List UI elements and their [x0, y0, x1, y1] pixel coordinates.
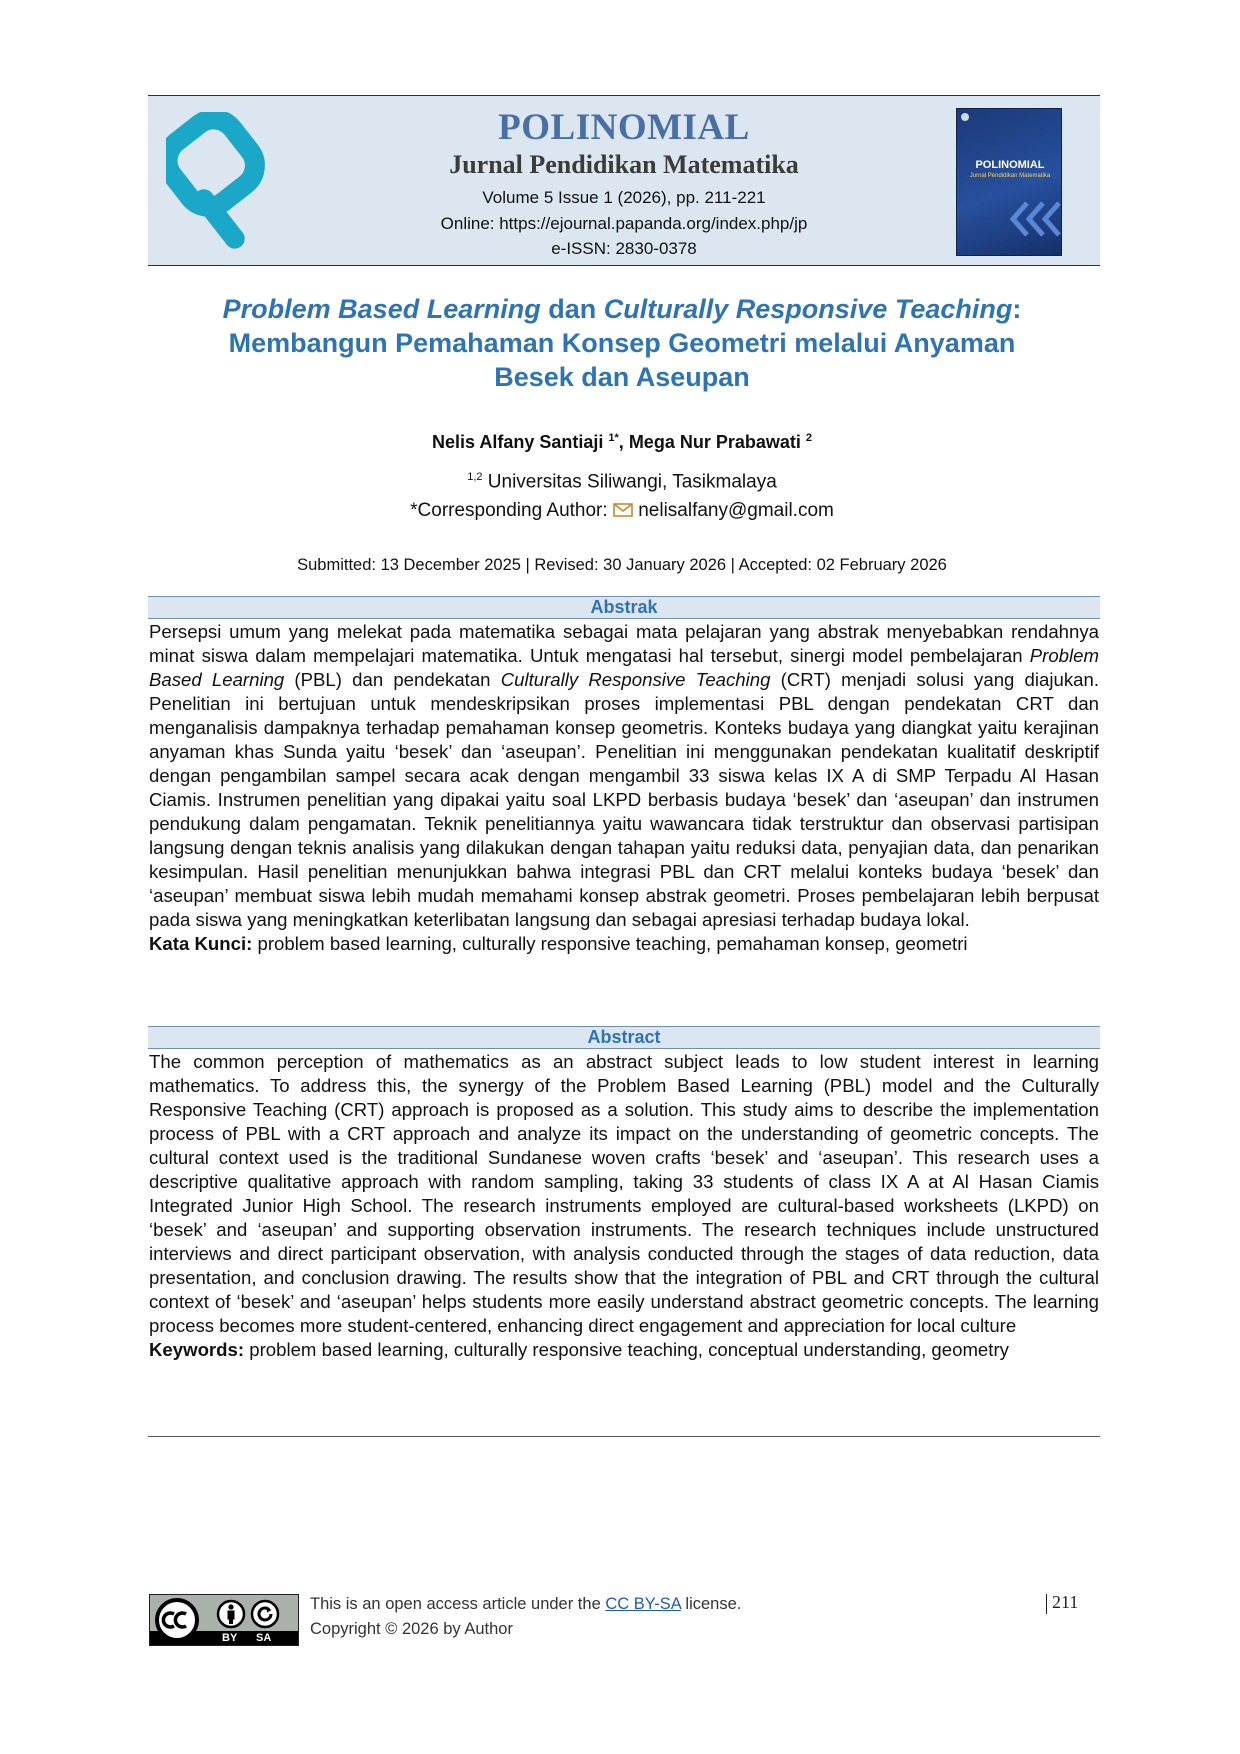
author-2: Mega Nur Prabawati [628, 432, 801, 452]
title-colon: : [1012, 294, 1022, 324]
license-suffix: license. [680, 1595, 742, 1613]
authors [150, 432, 1094, 453]
cover-emblem-icon [961, 113, 969, 121]
abstrak-body [149, 620, 1099, 956]
title-italic-crt: Culturally Responsive Teaching [603, 294, 1013, 324]
corresponding-label: *Corresponding Author: [410, 500, 608, 521]
abstrak-text-2: (PBL) dan pendekatan [284, 669, 501, 690]
email-link[interactable]: nelisalfany@gmail.com [638, 500, 834, 521]
abstract-body [149, 1050, 1099, 1362]
journal-cover-image [956, 108, 1062, 256]
journal-subtitle: Jurnal Pendidikan Matematika [449, 150, 799, 179]
article-title [150, 292, 1094, 394]
abstrak-keywords-label: Kata Kunci: [149, 933, 253, 954]
author-2-sup: 2 [805, 432, 812, 444]
volume-info: Volume 5 Issue 1 (2026), pp. 211-221 [482, 188, 766, 207]
envelope-icon [613, 503, 633, 517]
cc-sa-label: SA [256, 1632, 272, 1644]
cover-chevron-icon [1007, 199, 1062, 239]
page-number-divider [1046, 1594, 1047, 1614]
title-line-2: Membangun Pemahaman Konsep Geometri melalui Anyaman [228, 328, 1016, 358]
submission-dates: Submitted: 13 December 2025 | Revised: 30 January 2026 | Accepted: 02 February 2026 [297, 556, 947, 574]
abstrak-italic-pbl: Problem Based Learning [149, 645, 1099, 690]
license-notice [310, 1592, 741, 1642]
journal-title: POLINOMIAL [498, 107, 750, 148]
abstrak-text-3: (CRT) menjadi solusi yang diajukan. Penelitian ini bertujuan untuk mendeskripsikan proses implementasi PBL dengan pendekatan CRT dan menganalisis dampaknya terhadap pemahaman konsep geometris. Konteks budaya yang diangkat yaitu kerajinan anyaman khas Sunda yaitu ‘besek’ dan ‘aseupan’. Penelitian ini menggunakan pendekatan kualitatif deskriptif dengan pengambilan sampel secara acak dengan mengambil 33 siswa kelas IX A di SMP Terpadu Al Hasan Ciamis. Instrumen penelitian yang dipakai yaitu soal LKPD berbasis budaya ‘besek’ dan ‘aseupan’ dan instrumen pendukung dalam pengamatan. Teknik penelitiannya yaitu wawancara tidak terstruktur dan observasi partisipan langsung dengan teknis analisis yang dilakukan dengan tahapan yaitu reduksi data, penyajian data, dan penarikan kesimpulan. Hasil penelitian menunjukkan bahwa integrasi PBL dan CRT melalui konteks budaya ‘besek’ dan ‘aseupan’ membuat siswa lebih mudah memahami konsep abstrak geometri. Proses pembelajaran lebih berpusat pada siswa yang meningkatkan keterlibatan langsung dan sebagai apresiasi terhadap budaya lokal. [149, 669, 1099, 930]
affiliation-sup: 1,2 [467, 471, 483, 483]
abstrak-text-1: Persepsi umum yang melekat pada matematika sebagai mata pelajaran yang abstrak menyebabkan rendahnya minat siswa dalam mempelajari matematika. Untuk mengatasi hal tersebut, sinergi model pembelajaran [149, 621, 1099, 666]
journal-header [148, 95, 1100, 266]
cc-icon [154, 1597, 200, 1643]
cc-by-label: BY [222, 1632, 238, 1644]
license-link[interactable]: CC BY-SA [605, 1595, 681, 1613]
title-line-3: Besek dan Aseupan [494, 362, 750, 392]
cover-subtitle: Jurnal Pendidikan Matematika [969, 173, 1051, 179]
title-connector: dan [540, 294, 604, 324]
affiliation-text: Universitas Siliwangi, Tasikmalaya [487, 471, 777, 493]
online-url[interactable]: Online: https://ejournal.papanda.org/index.php/jp [440, 214, 808, 233]
abstract-text: The common perception of mathematics as an abstract subject leads to low student interest in learning mathematics. To address this, the synergy of the Problem Based Learning (PBL) model and the Culturally Responsive Teaching (CRT) approach is proposed as a solution. This study aims to describe the implementation process of PBL with a CRT approach and analyze its impact on the understanding of geometric concepts. The cultural context used is the traditional Sundanese woven crafts ‘besek’ and ‘aseupan’. This research uses a descriptive qualitative approach with random sampling, taking 33 students of class IX A at Al Hasan Ciamis Integrated Junior High School. The research instruments employed are cultural-based worksheets (LKPD) on ‘besek’ and ‘aseupan’ and supporting observation instruments. The research techniques include unstructured interviews and direct participant observation, with analysis conducted through the stages of data reduction, data presentation, and conclusion drawing. The results show that the integration of PBL and CRT through the cultural context of ‘besek’ and ‘aseupan’ helps students more easily understand abstract geometric concepts. The learning process becomes more student-centered, enhancing direct engagement and appreciation for local culture [149, 1051, 1099, 1336]
abstrak-italic-crt: Culturally Responsive Teaching [500, 669, 771, 690]
copyright-text: Copyright © 2026 by Author [310, 1620, 513, 1638]
cover-title: POLINOMIAL [975, 159, 1045, 171]
affiliation [150, 471, 1094, 493]
corresponding-author [150, 500, 1094, 522]
abstrak-keywords-text: problem based learning, culturally responsive teaching, pemahaman konsep, geometri [252, 933, 968, 954]
abstrak-heading: Abstrak [148, 596, 1100, 619]
cc-by-sa-badge[interactable] [149, 1594, 299, 1646]
title-italic-pbl: Problem Based Learning [222, 294, 541, 324]
page-number: 211 [1052, 1592, 1079, 1612]
abstract-bottom-rule [148, 1436, 1100, 1437]
cc-sharealike-icon [250, 1599, 280, 1629]
author-separator: , [618, 432, 629, 452]
eissn: e-ISSN: 2830-0378 [551, 239, 697, 258]
cc-attribution-icon [216, 1599, 246, 1629]
abstract-heading: Abstract [148, 1026, 1100, 1049]
author-1: Nelis Alfany Santiaji [431, 432, 604, 452]
abstract-keywords-text: problem based learning, culturally responsive teaching, conceptual understanding, geometry [244, 1339, 1009, 1360]
abstract-keywords [149, 1338, 1099, 1362]
abstract-keywords-label: Keywords: [149, 1339, 245, 1360]
author-1-sup: 1* [608, 432, 619, 444]
abstrak-keywords [149, 932, 1099, 956]
license-prefix: This is an open access article under the [310, 1595, 606, 1613]
